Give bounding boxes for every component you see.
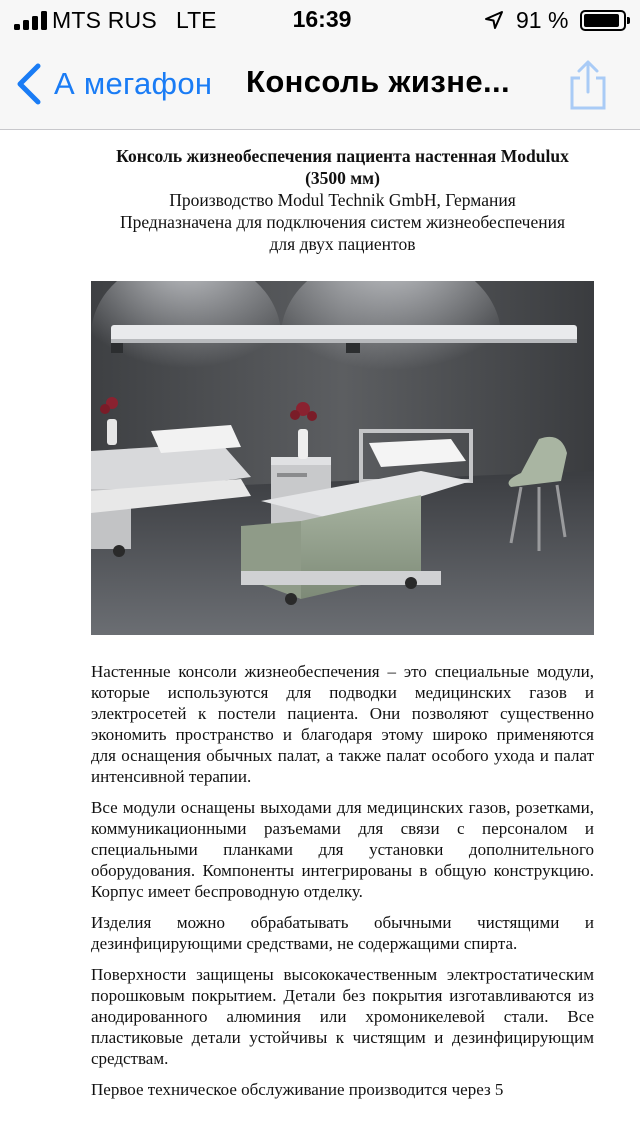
paragraph: Все модули оснащены выходами для медицинских газов, розетками, коммуникационными разъемами для связи с персоналом и специальными планками для установки дополнительного оборудования. Компоненты интегрированы в общую конструкцию. Корпус имеет беспроводную отделку.	[91, 798, 594, 901]
chevron-left-icon	[14, 62, 44, 106]
battery-percent: 91 %	[516, 7, 569, 33]
network-type: LTE	[176, 7, 217, 33]
paragraph: Первое техническое обслуживание производится через 5	[91, 1080, 504, 1099]
status-time: 16:39	[292, 6, 352, 32]
battery-fill	[584, 14, 619, 27]
back-button-label: А мегафон	[54, 66, 213, 101]
battery-icon	[580, 10, 626, 31]
paragraph: Настенные консоли жизнеобеспечения – это специальные модули, которые используются для подводки медицинских газов и электросетей к постели пациента. Они позволяют существенно экономить пространство и благодаря этому широко применяются для оснащения обычных палат, а также палат особого ухода и палат интенсивной терапии.	[91, 662, 594, 786]
document-title: Консоль жизнеобеспечения пациента настенная Modulux	[116, 146, 569, 166]
carrier-name: MTS RUS	[52, 7, 157, 33]
document-viewer[interactable]	[0, 131, 640, 1136]
purpose-line-2: для двух пациентов	[269, 234, 416, 254]
purpose-line: Предназначена для подключения систем жизнеобеспечения	[119, 212, 566, 232]
manufacturer-line: Производство Modul Technik GmbH, Германия	[169, 190, 516, 210]
paragraph: Изделия можно обрабатывать обычными чистящими и дезинфицирующими средствами, не содержащими спирта.	[91, 913, 594, 953]
back-button[interactable]	[14, 60, 212, 108]
document-title-size: (3500 мм)	[305, 168, 380, 188]
navigation-bar	[0, 40, 640, 130]
document-header	[91, 145, 594, 255]
page-title: Консоль жизне...	[246, 64, 510, 99]
document-body	[91, 145, 594, 1100]
product-photo	[91, 281, 594, 635]
location-arrow-icon	[484, 10, 504, 30]
paragraph: Поверхности защищены высококачественным электростатическим порошковым покрытием. Детали без покрытия изготавливаются из анодированного алюминия или хромоникелевой стали. Все пластиковые детали устойчивы к чистящим и дезинфицирующим средствам.	[91, 965, 594, 1068]
status-bar	[0, 0, 640, 40]
share-icon[interactable]	[566, 58, 610, 112]
